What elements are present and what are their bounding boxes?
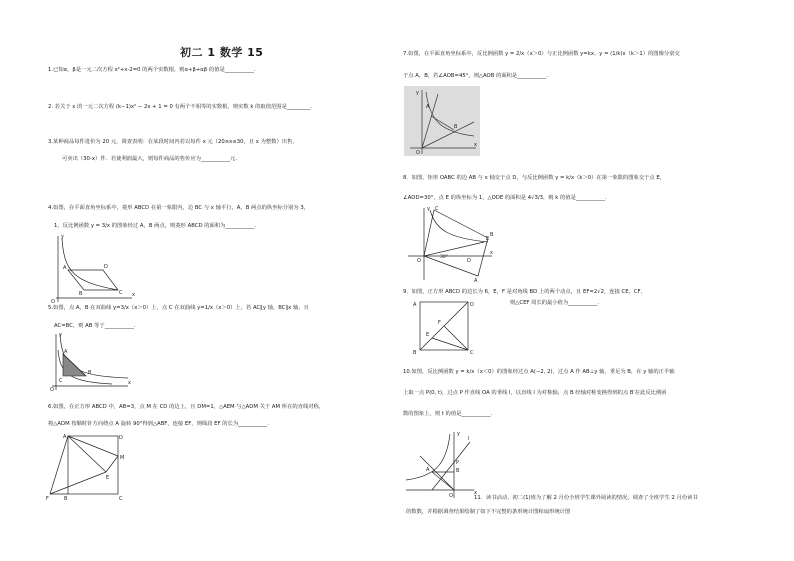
figure-9-square (406, 298, 480, 356)
question-1: 1.已知α，β是一元二次方程 x²+x-2=0 的两个实数根，则α+β+αβ 的值是___________. (48, 67, 256, 73)
f7-origin-label: O (416, 150, 420, 156)
question-3-line-2: 可卖出（30-x）件．若使利润最大，则每件商品的售价应为___________元. (62, 156, 238, 162)
f10-x-label: x (474, 490, 477, 496)
figure-7-photo-graph (404, 86, 480, 156)
f5-x-label: x (128, 380, 131, 386)
f10-y-label: y (457, 431, 460, 437)
f4-point-c: C (119, 290, 123, 296)
f10-line-l: l (468, 436, 470, 442)
f4-point-b: B (79, 291, 83, 297)
f4-point-d: D (104, 264, 108, 270)
f7-point-a: A (426, 104, 430, 110)
f8-origin-label: O (417, 258, 421, 264)
f5-point-c: C (59, 378, 63, 384)
f10-point-p: P (456, 460, 460, 466)
question-11-line-1: 11．读书活动，初二(1)班为了解 2 月份全班学生课外阅读的情况，调查了全班学生 2 月份读书 (474, 495, 698, 501)
f8-point-c: C (435, 206, 439, 212)
f8-point-b: B (490, 232, 494, 238)
f8-y-label: y (427, 206, 430, 212)
f9-point-a: A (413, 302, 417, 308)
f7-y-label: y (416, 90, 419, 96)
f10-point-b: B (456, 468, 460, 474)
question-10-line-3: 数的图象上，则 t 的值是___________. (403, 411, 493, 417)
question-7-line-2: 于点 A，B，若∠AOB=45°，则△AOB 的面积是___________. (403, 73, 549, 79)
question-8-line-2: ∠AOD=30°，点 E 的纵坐标为 1，△ODE 的面积是 4√3/3，则 k 的值是___________. (403, 195, 607, 201)
f9-point-c: C (470, 350, 474, 356)
f4-origin-label: O (51, 299, 55, 304)
question-2: 2. 若关于 x 的一元二次方程 (k−1)x² − 2x + 1 = 0 有两个不相等的实数根，则实数 k 的取值范围是_________. (48, 104, 313, 110)
question-5-line-1: 5.如图，点 A，B 在双曲线 y=3/x（x＞0）上，点 C 在双曲线 y=1/x（x＞0）上，若 AC∥y 轴，BC∥x 轴，且 (48, 305, 309, 311)
question-4-line-2: 1，反比例函数 y = 3/x 的图象经过 A，B 两点，则菱形 ABCD 的面积为___________. (54, 223, 257, 229)
figure-6-square (42, 432, 134, 502)
question-7-line-1: 7.如图，在平面直角坐标系中，反比例函数 y = 2/x（x＞0）与正比例函数 y=kx、y = (1/k)x（k＞1）的图像分别交 (403, 51, 680, 57)
f5-origin-label: O (50, 387, 54, 392)
f8-x-label: x (490, 250, 493, 256)
question-6-line-2: 将△ADM 按顺时针方向绕点 A 旋转 90°得到△ABF，连接 EF，则线段 EF 的长为___________. (48, 421, 269, 427)
figure-4-rhombus-graph (48, 232, 138, 304)
f8-point-a: A (474, 278, 478, 284)
question-5-line-2: AC=BC，则 AB 等于___________. (54, 323, 136, 329)
f10-origin-label: O (449, 493, 453, 499)
f4-y-label: y (61, 234, 64, 240)
f6-point-m: M (120, 455, 125, 461)
f6-point-b: B (64, 496, 68, 502)
f7-point-b: B (454, 124, 458, 130)
question-10-line-1: 10.如图，反比例函数 y = k/x（x＜0）的图象经过点 A(−2, 2)，过点 A 作 AB⊥y 轴，垂足为 B，在 y 轴的正半轴 (403, 369, 675, 375)
f8-point-d: D (467, 258, 471, 264)
f6-point-c: C (119, 496, 123, 502)
question-9-line-1: 9．如图，正方形 ABCD 的边长为 6，E，F 是对角线 BD 上的两个动点，且 EF=2√2，连接 CE，CF， (403, 289, 646, 295)
figure-8-rectangle-graph (404, 204, 496, 284)
f4-point-a: A (63, 265, 67, 271)
f6-point-d: D (119, 435, 123, 441)
f10-point-a: A (426, 467, 430, 473)
f9-point-d: D (470, 302, 474, 308)
f6-point-f: F (46, 496, 49, 502)
page-title: 初二 1 数学 15 (180, 46, 264, 59)
f6-point-a: A (63, 434, 67, 440)
f7-x-label: x (474, 142, 477, 148)
question-11-line-2: 的数数，并根据调查结果绘制了如下不完整的条形统计图和扇形统计图 (406, 509, 571, 515)
f8-point-e: E (486, 236, 490, 242)
f5-point-a: A (64, 349, 68, 355)
question-6-line-1: 6.如图，在正方形 ABCD 中，AB=3，点 M 在 CD 的边上，且 DM=1，△AEM 与△ADM 关于 AM 所在的直线对称， (48, 404, 325, 410)
question-9-line-2: 则△CEF 周长的最小值为___________. (510, 300, 600, 306)
f5-y-label: y (59, 332, 62, 338)
question-4-line-1: 4.如图，在平面直角坐标系中，菱形 ABCD 在第一象限内，边 BC 与 x 轴平行，A，B 两点的纵坐标分别为 3， (48, 205, 310, 211)
f9-point-b: B (413, 350, 417, 356)
question-3-line-1: 3.某种商品每件进价为 20 元，调查表明：在某段时间内若以每件 x 元（20≤x≤30，且 x 为整数）出售， (48, 139, 298, 145)
question-8-line-1: 8．如图，矩形 OABC 的边 AB 与 x 轴交于点 D，与反比例函数 y = k/x（k＞0）在第一象限的图象交于点 E， (403, 175, 666, 181)
f8-angle-label: 30° (440, 255, 448, 260)
figure-10-hyperbola-graph (402, 428, 482, 500)
figure-5-hyperbola-graph (48, 330, 138, 392)
f9-point-e: E (426, 332, 430, 338)
f4-x-label: x (132, 292, 135, 298)
question-10-line-2: 上取一点 P(0, t)，过点 P 作直线 OA 的垂线 l，以直线 l 为对称轴，点 B 经轴对称变换得到的点 B′在此反比例函 (403, 390, 667, 396)
f6-point-e: E (106, 475, 110, 481)
f9-point-f: F (438, 320, 441, 326)
f5-point-b: B (88, 370, 92, 376)
